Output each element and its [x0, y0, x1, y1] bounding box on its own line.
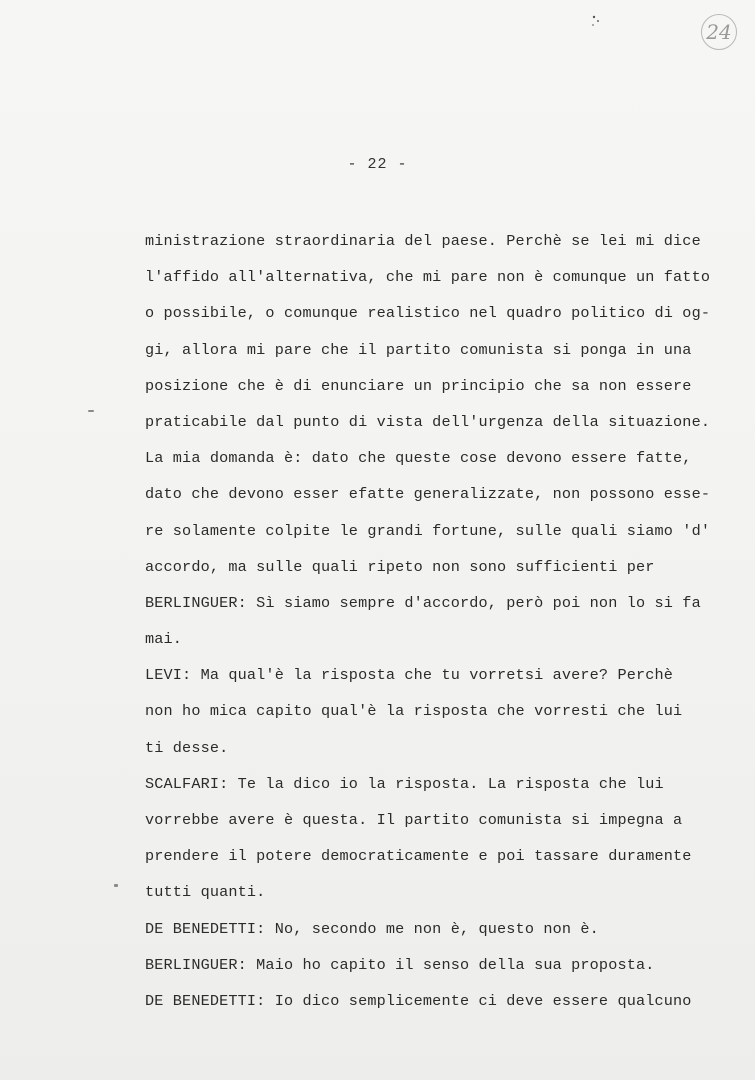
speaker-line: BERLINGUER: Maio ho capito il senso della sua proposta.	[145, 955, 655, 974]
text-line: La mia domanda è: dato che queste cose devono essere fatte,	[145, 449, 692, 468]
text-line: ti desse.	[145, 738, 229, 757]
text-line: ministrazione straordinaria del paese. Perchè se lei mi dice	[145, 232, 701, 250]
text-line: re solamente colpite le grandi fortune, sulle quali siamo 'd'	[145, 521, 711, 540]
text-line: gi, allora mi pare che il partito comunista si ponga in una	[145, 340, 692, 359]
text-line: prendere il potere democraticamente e poi tassare duramente	[145, 847, 692, 866]
text-line: non ho mica capito qual'è la risposta che vorresti che lui	[145, 702, 683, 721]
text-line: dato che devono esser efatte generalizzate, non possono esse-	[145, 485, 711, 504]
page-number: - 22 -	[347, 156, 408, 173]
speaker-line: DE BENEDETTI: No, secondo me non è, questo non è.	[145, 919, 599, 938]
text-line: vorrebbe avere è questa. Il partito comunista si impegna a	[145, 811, 683, 829]
folio-stamp: 24	[701, 14, 737, 50]
transcript-body	[145, 228, 720, 1024]
text-line: l'affido all'alternativa, che mi pare non è comunque un fatto	[145, 268, 711, 287]
text-line: accordo, ma sulle quali ripeto non sono sufficienti per	[145, 557, 655, 576]
speaker-line: SCALFARI: Te la dico io la risposta. La risposta che lui	[145, 774, 664, 793]
speaker-line: DE BENEDETTI: Io dico semplicemente ci deve essere qualcuno	[145, 991, 692, 1010]
speaker-line: LEVI: Ma qual'è la risposta che tu vorretsi avere? Perchè	[145, 666, 674, 685]
text-line: praticabile dal punto di vista dell'urgenza della situazione.	[145, 412, 711, 431]
margin-mark	[114, 884, 118, 887]
margin-mark	[88, 410, 94, 412]
speaker-line: BERLINGUER: Sì siamo sempre d'accordo, però poi non lo si fa	[145, 593, 701, 612]
ink-specks	[588, 12, 608, 32]
text-line: o possibile, o comunque realistico nel quadro politico di og-	[145, 304, 711, 323]
text-line: posizione che è di enunciare un principio che sa non essere	[145, 376, 692, 395]
text-line: mai.	[145, 630, 183, 649]
text-line: tutti quanti.	[145, 883, 266, 902]
